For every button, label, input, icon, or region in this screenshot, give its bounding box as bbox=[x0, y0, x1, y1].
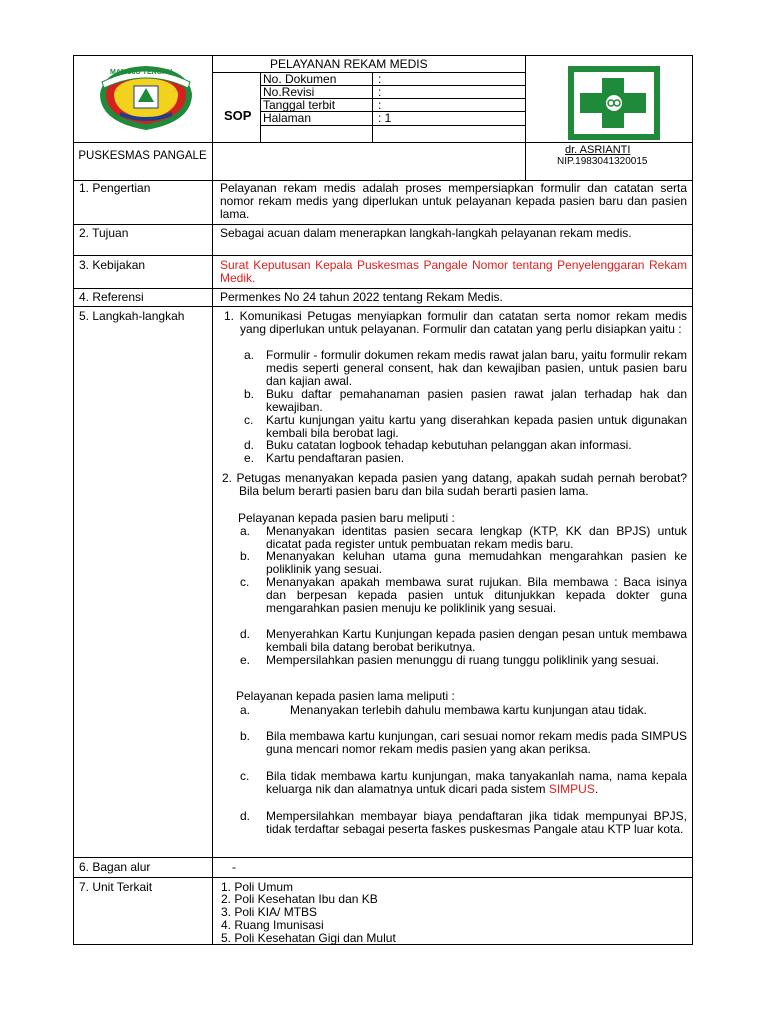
list-marker: d. bbox=[244, 438, 255, 452]
label-column-divider bbox=[212, 180, 213, 945]
header-divider bbox=[212, 55, 213, 180]
field-label: No.Revisi bbox=[263, 85, 315, 99]
field-value: : 1 bbox=[378, 111, 392, 125]
list-item-text: Bila tidak membawa kartu kunjungan, maka tanyakanlah nama, nama kepala keluarga nik dan alamatnya untuk dicari pada sistem bbox=[266, 769, 687, 797]
new-patient-heading: Pelayanan kepada pasien baru meliputi : bbox=[238, 511, 455, 525]
list-item: Kartu kunjungan yaitu kartu yang diserahkan kepada pasien untuk digunakan kembali bila berobat lagi. bbox=[266, 413, 687, 441]
referensi-text: Permenkes No 24 tahun 2022 tentang Rekam Medis. bbox=[220, 290, 503, 304]
field-value: : bbox=[378, 72, 382, 86]
list-marker: d. bbox=[240, 809, 251, 823]
list-item: Formulir - formulir dokumen rekam medis rawat jalan baru, yaitu formulir rekam medis seperti general consent, hak dan kewajiban pasien, untuk pasien baru dan kajian awal. bbox=[266, 348, 687, 389]
sop-label: SOP bbox=[224, 108, 252, 123]
list-item: Buku catatan logbook tehadap kebutuhan pelanggan akan informasi. bbox=[266, 438, 632, 452]
section-label-unit: 7. Unit Terkait bbox=[79, 880, 153, 894]
field-label: Halaman bbox=[263, 111, 312, 125]
section-divider bbox=[73, 306, 693, 307]
section-divider bbox=[73, 877, 693, 878]
field-rule bbox=[260, 125, 525, 126]
section-divider bbox=[73, 224, 693, 225]
list-marker: c. bbox=[240, 575, 250, 589]
section-label-langkah: 5. Langkah-langkah bbox=[79, 309, 185, 323]
list-item: Mempersilahkan membayar biaya pendaftaran jika tidak mempunyai BPJS, tidak terdaftar sebagai peserta faskes puskesmas Pangale atau KTP luar kota. bbox=[266, 809, 687, 837]
list-marker: e. bbox=[240, 653, 251, 667]
section-label-tujuan: 2. Tujuan bbox=[79, 226, 129, 240]
list-item: Buku daftar pemahanaman pasien pasien rawat jalan terhadap hak dan kewajiban. bbox=[266, 387, 687, 415]
field-value: : bbox=[378, 85, 382, 99]
list-item: Mempersilahkan pasien menunggu di ruang tunggu poliklinik yang sesuai. bbox=[266, 653, 659, 667]
signer-name: dr. ASRIANTI bbox=[565, 144, 631, 156]
list-marker: a. bbox=[244, 348, 255, 362]
organization-name: PUSKESMAS PANGALE bbox=[78, 150, 207, 162]
section-divider bbox=[73, 857, 693, 858]
list-item: Menanyakan keluhan utama guna memudahkan mengarahkan pasien ke poliklinik yang sesuai. bbox=[266, 549, 687, 577]
field-label: Tanggal terbit bbox=[263, 98, 336, 112]
kebijakan-text: Surat Keputusan Kepala Puskesmas Pangale Nomor tentang Penyelenggaran Rekam Medik. bbox=[220, 258, 687, 286]
unit-item: 3. Poli KIA/ MTBS bbox=[221, 905, 318, 919]
document-title: PELAYANAN REKAM MEDIS bbox=[270, 57, 428, 71]
pengertian-text: Pelayanan rekam medis adalah proses mempersiapkan formulir dan catatan serta nomor rekam medis yang diperlukan untuk pelayanan kepada pasien baru dan pasien lama. bbox=[220, 181, 687, 222]
list-marker: b. bbox=[244, 387, 255, 401]
unit-item: 4. Ruang Imunisasi bbox=[221, 918, 324, 932]
unit-item: 2. Poli Kesehatan Ibu dan KB bbox=[221, 892, 378, 906]
section-divider bbox=[73, 288, 693, 289]
list-marker: d. bbox=[240, 627, 251, 641]
signer-nip: NIP.1983041320015 bbox=[557, 156, 648, 167]
section-label-referensi: 4. Referensi bbox=[79, 290, 144, 304]
tujuan-text: Sebagai acuan dalam menerapkan langkah-langkah pelayanan rekam medis. bbox=[220, 226, 632, 240]
field-value: : bbox=[378, 98, 382, 112]
step1-intro bbox=[224, 310, 687, 336]
old-patient-heading: Pelayanan kepada pasien lama meliputi : bbox=[236, 689, 455, 703]
header-divider bbox=[73, 142, 693, 143]
field-rule bbox=[212, 72, 525, 73]
list-item: Menanyakan identitas pasien secara lengkap (KTP, KK dan BPJS) untuk dicatat pada register untuk pembuatan rekam medis baru. bbox=[266, 524, 687, 552]
puskesmas-cross-logo-icon bbox=[568, 66, 660, 140]
step2-intro bbox=[222, 472, 687, 498]
logo-text: MAMUJU TENGAH bbox=[110, 69, 173, 76]
list-item: Menanyakan terlebih dahulu membawa kartu kunjungan atau tidak. bbox=[290, 703, 647, 717]
list-item: Menanyakan apakah membawa surat rujukan. Bila membawa : Baca isinya dan berpesan kepada pasien untuk ditunjukkan kepada dokter guna mengarahkan pasien menuju ke poliklinik yang sesuai. bbox=[266, 575, 687, 616]
unit-item: 1. Poli Umum bbox=[221, 880, 294, 894]
field-rule bbox=[372, 72, 373, 142]
section-label-kebijakan: 3. Kebijakan bbox=[79, 258, 146, 272]
bagan-text: - bbox=[232, 860, 236, 874]
list-marker: c. bbox=[244, 413, 254, 427]
list-marker: a. bbox=[240, 524, 251, 538]
list-marker: a. bbox=[240, 703, 251, 717]
step2-intro-text: 2. Petugas menanyakan kepada pasien yang datang, apakah sudah pernah berobat? Bila belum berarti pasien baru dan bila sudah berarti pasien lama. bbox=[222, 471, 687, 499]
list-marker: e. bbox=[244, 451, 255, 465]
list-item-end: . bbox=[594, 782, 599, 797]
section-label-pengertian: 1. Pengertian bbox=[79, 181, 151, 195]
simpus-highlight: SIMPUS bbox=[548, 782, 595, 797]
step1-intro-text: 1. Komunikasi Petugas menyiapkan formulir dan catatan serta nomor rekam medis yang diperlukan untuk pelayanan. Formulir dan catatan yang perlu disiapkan yaitu : bbox=[224, 309, 687, 337]
unit-item: 5. Poli Kesehatan Gigi dan Mulut bbox=[221, 931, 396, 945]
field-label: No. Dokumen bbox=[263, 72, 337, 86]
section-divider bbox=[73, 255, 693, 256]
field-rule bbox=[260, 72, 261, 142]
list-item: Bila membawa kartu kunjungan, cari sesuai nomor rekam medis pada SIMPUS guna mencari nomor rekam medis pasien yang akan periksa. bbox=[266, 729, 687, 757]
list-marker: b. bbox=[240, 549, 251, 563]
list-marker: c. bbox=[240, 769, 250, 783]
section-label-bagan: 6. Bagan alur bbox=[79, 860, 151, 874]
list-item: Kartu pendaftaran pasien. bbox=[266, 451, 405, 465]
list-marker: b. bbox=[240, 729, 251, 743]
list-item bbox=[266, 770, 687, 796]
header-divider bbox=[525, 55, 526, 180]
list-item: Menyerahkan Kartu Kunjungan kepada pasien dengan pesan untuk membawa kembali bila datang berobat berikutnya. bbox=[266, 627, 687, 655]
